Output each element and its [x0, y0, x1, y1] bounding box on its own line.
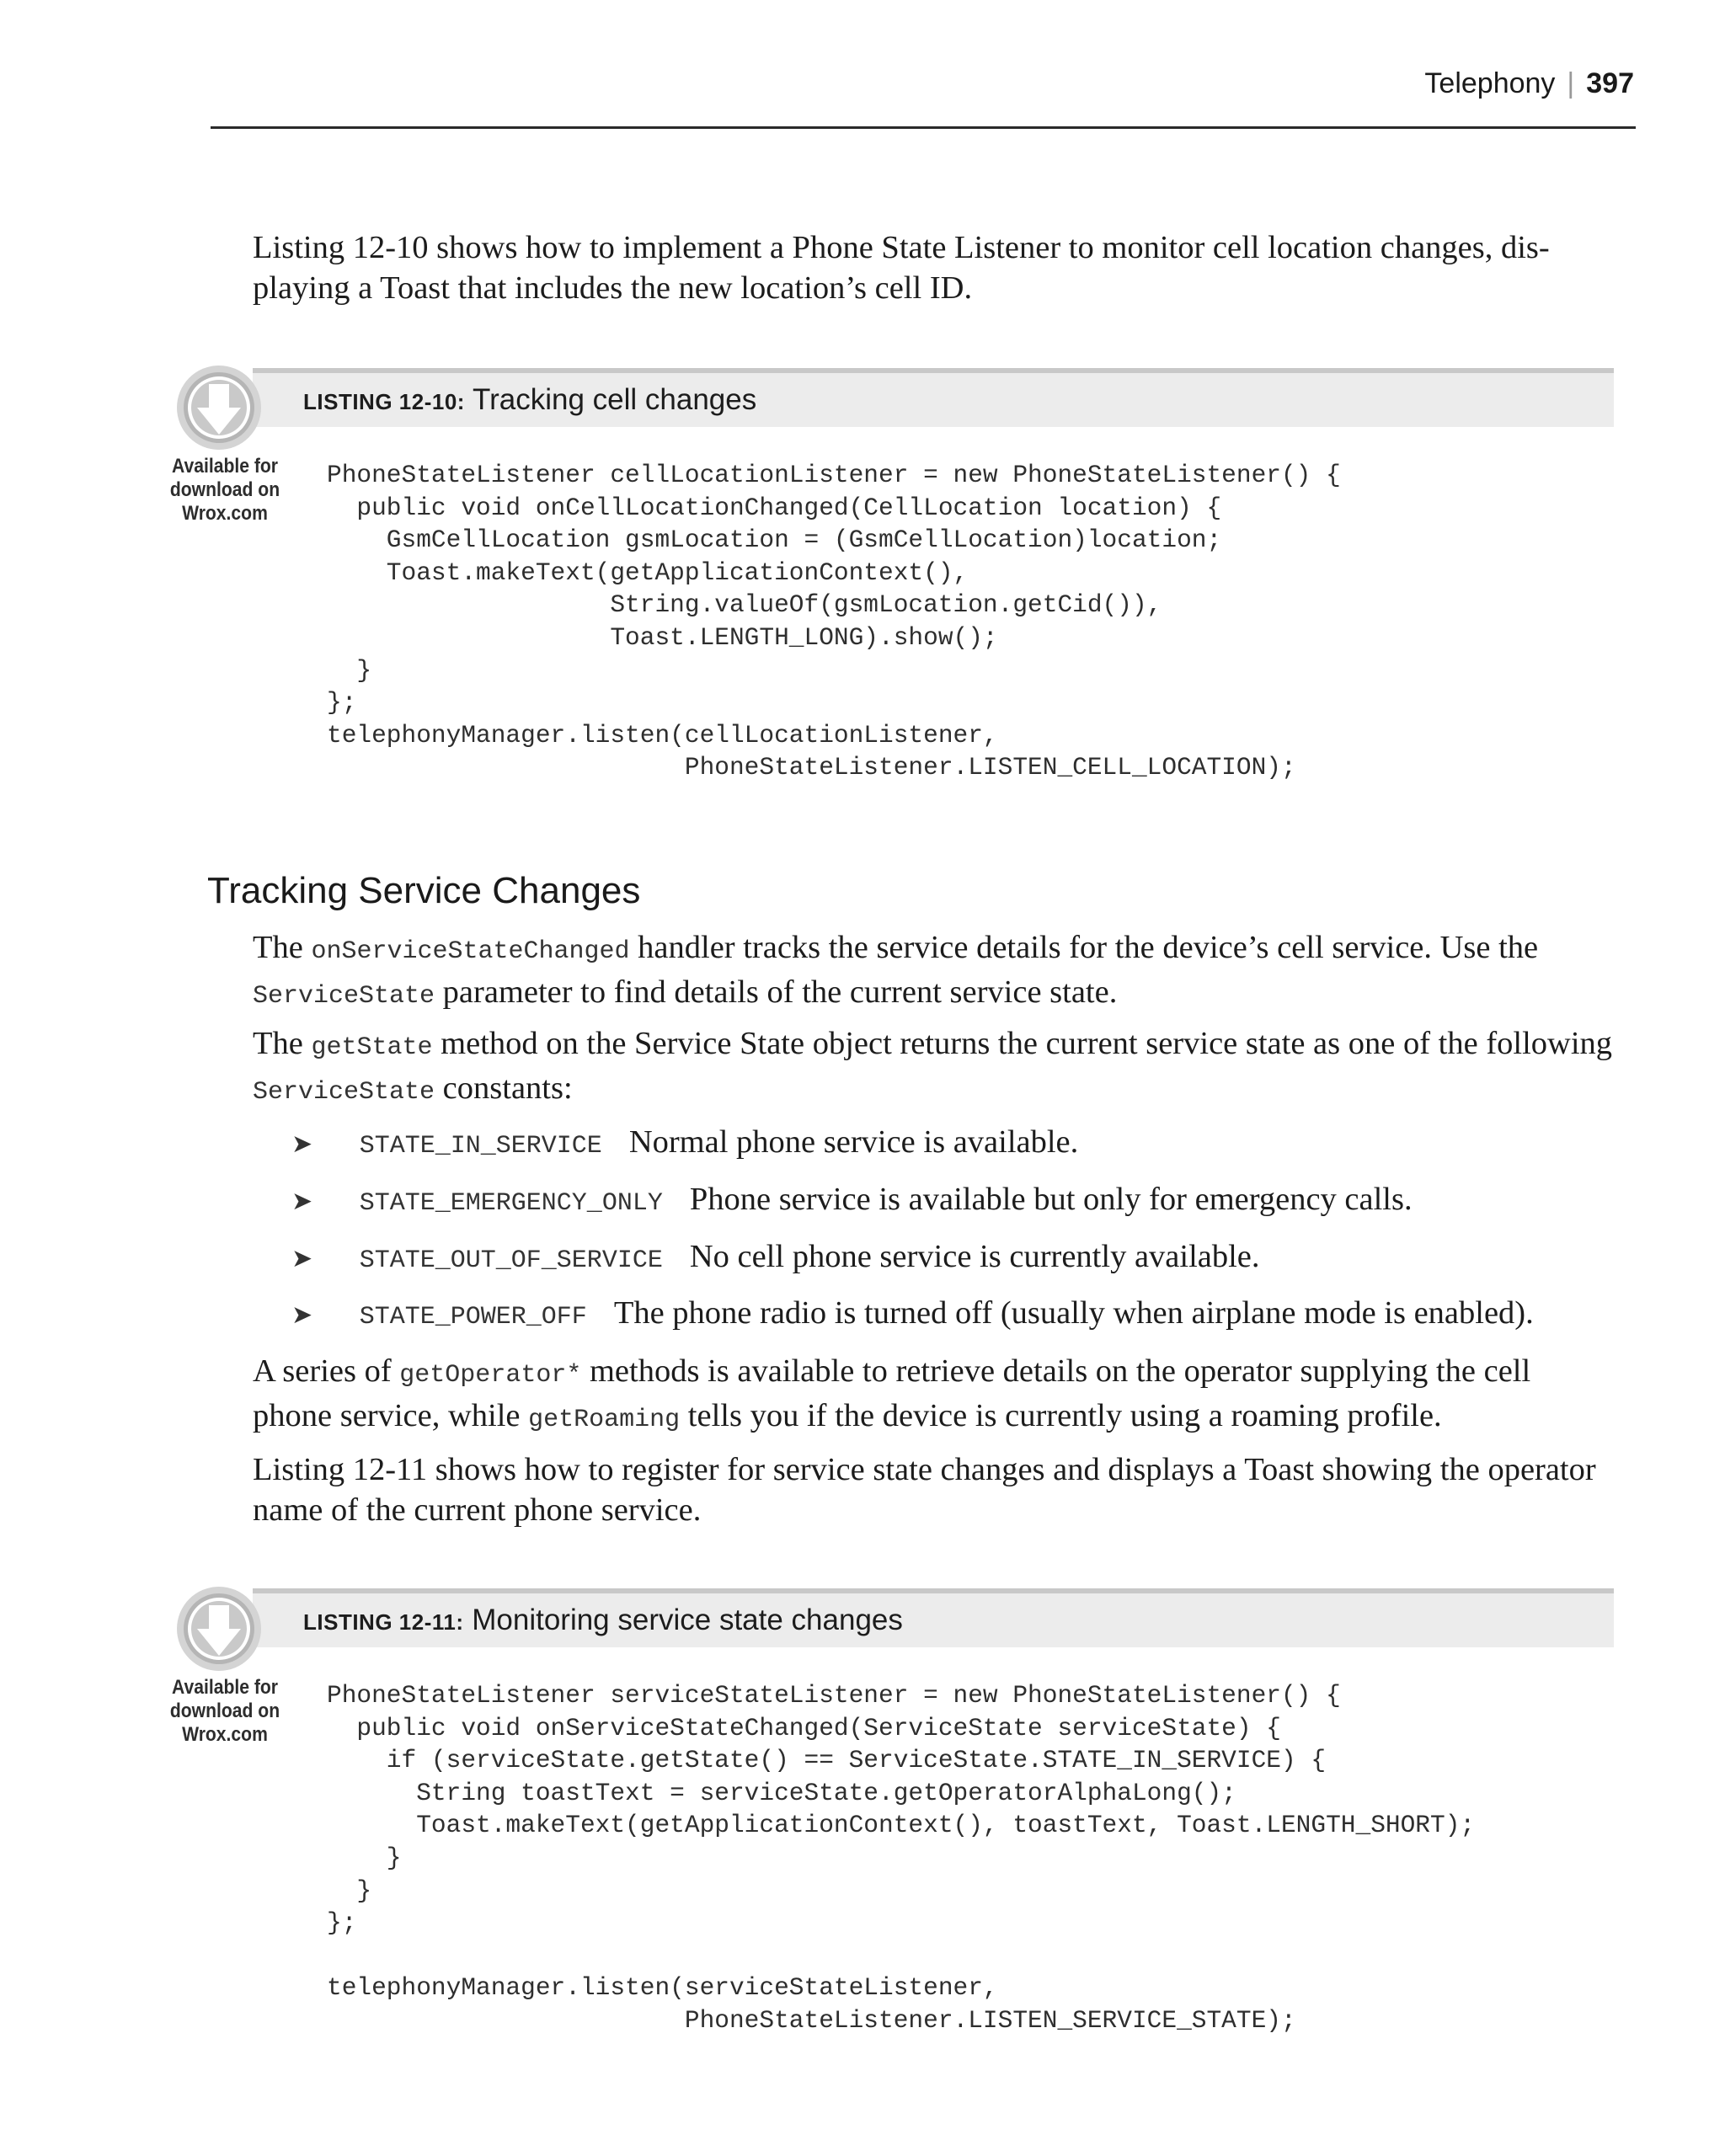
bullet-text: No cell phone service is currently available. — [689, 1239, 1260, 1274]
bullet-item — [291, 1293, 1534, 1337]
bullet-item — [291, 1236, 1260, 1281]
bullet-code: STATE_OUT_OF_SERVICE — [359, 1246, 663, 1275]
code-listing-12-11: PhoneStateListener serviceStateListener = new PhoneStateListener() { public void onServiceStateChanged(ServiceState serviceState) { if (serviceState.getState() == ServiceState.STATE_IN_SERVICE) { String toastText = serviceState.getOperatorAlphaLong(); Toast.makeText(getApplicationContext(), toastText, Toast.LENGTH_SHORT); } } }; telephonyManager.listen(serviceStateListener, PhoneStateListener.LISTEN_SERVICE_STATE); — [327, 1681, 1476, 2035]
p3-code-getRoaming: getRoaming — [528, 1406, 681, 1434]
section-heading: Tracking Service Changes — [207, 870, 641, 911]
download-arrow-icon — [175, 364, 263, 451]
bullet-arrow-icon: ➤ — [291, 1300, 313, 1330]
download-line-1: Available for — [172, 1676, 278, 1699]
intro-paragraph — [253, 227, 1550, 308]
p2-text-b: method on the Service State object returns the current service state as one of the following — [432, 1026, 1613, 1061]
listing-title: Monitoring service state changes — [472, 1604, 903, 1636]
bullet-code: STATE_POWER_OFF — [359, 1303, 587, 1331]
download-line-2: download on — [169, 1700, 280, 1722]
p4-line-2: name of the current phone service. — [253, 1492, 702, 1528]
p2-code-getState: getState — [311, 1033, 433, 1062]
header-rule — [211, 126, 1636, 129]
download-note[interactable] — [166, 455, 285, 526]
intro-line-1: Listing 12-10 shows how to implement a Phone State Listener to monitor cell location changes, dis- — [253, 230, 1550, 265]
p3-text-a: A series of — [253, 1353, 400, 1389]
bullet-item — [291, 1179, 1413, 1224]
running-header — [211, 61, 1634, 107]
download-note[interactable] — [166, 1676, 285, 1747]
download-line-1: Available for — [172, 455, 278, 478]
bullet-code: STATE_EMERGENCY_ONLY — [359, 1189, 663, 1218]
paragraph-getoperator — [253, 1351, 1530, 1440]
p2-text-c: constants: — [435, 1070, 573, 1106]
paragraph-listing-12-11-intro — [253, 1449, 1596, 1530]
intro-line-2: playing a Toast that includes the new location’s cell ID. — [253, 270, 973, 306]
header-separator: | — [1567, 67, 1575, 99]
listing-12-10-caption — [303, 373, 756, 427]
p3-text-b: methods is available to retrieve details on the operator supplying the cell — [581, 1353, 1531, 1389]
p4-line-1: Listing 12-11 shows how to register for service state changes and displays a Toast showing the operator — [253, 1452, 1596, 1487]
p3-text-c: phone service, while — [253, 1398, 529, 1433]
p3-code-getOperator: getOperator* — [399, 1361, 582, 1390]
download-line-3: Wrox.com — [182, 1723, 268, 1746]
p1-text-b: handler tracks the service details for the device’s cell service. Use the — [629, 930, 1539, 965]
download-line-2: download on — [169, 478, 280, 501]
bullet-arrow-icon: ➤ — [291, 1129, 313, 1159]
listing-label: LISTING 12-10: — [303, 389, 465, 414]
bullet-text: Normal phone service is available. — [628, 1124, 1079, 1160]
bullet-item — [291, 1122, 1078, 1166]
bullet-text: Phone service is available but only for emergency calls. — [689, 1182, 1413, 1217]
p1-text-c: parameter to find details of the current service state. — [435, 974, 1118, 1010]
bullet-arrow-icon: ➤ — [291, 1244, 313, 1273]
code-listing-12-10: PhoneStateListener cellLocationListener = new PhoneStateListener() { public void onCellLocationChanged(CellLocation location) { GsmCellLocation gsmLocation = (GsmCellLocation)location; Toast.makeText(getApplicationContext(), String.valueOf(gsmLocation.getCid()), Toast.LENGTH_LONG).show(); } }; telephonyManager.listen(cellLocationListener, PhoneStateListener.LISTEN_CELL_LOCATION); — [327, 461, 1341, 782]
p2-text-a: The — [253, 1026, 312, 1061]
p1-code-ServiceState: ServiceState — [253, 982, 435, 1011]
bullet-arrow-icon: ➤ — [291, 1187, 313, 1216]
p2-code-ServiceState: ServiceState — [253, 1078, 435, 1107]
page-number: 397 — [1586, 67, 1634, 99]
listing-label: LISTING 12-11: — [303, 1609, 464, 1635]
p1-text-a: The — [253, 930, 312, 965]
listing-title: Tracking cell changes — [473, 383, 757, 416]
bullet-code: STATE_IN_SERVICE — [359, 1132, 602, 1161]
download-arrow-icon — [175, 1585, 263, 1673]
listing-12-11-caption — [303, 1593, 903, 1647]
p3-text-d: tells you if the device is currently using a roaming profile. — [680, 1398, 1442, 1433]
bullet-text: The phone radio is turned off (usually when airplane mode is enabled). — [613, 1295, 1534, 1331]
section-name: Telephony — [1424, 67, 1556, 99]
paragraph-getstate — [253, 1023, 1612, 1113]
download-line-3: Wrox.com — [182, 502, 268, 525]
p1-code-onServiceStateChanged: onServiceStateChanged — [311, 937, 630, 966]
paragraph-service-handler — [253, 927, 1538, 1017]
